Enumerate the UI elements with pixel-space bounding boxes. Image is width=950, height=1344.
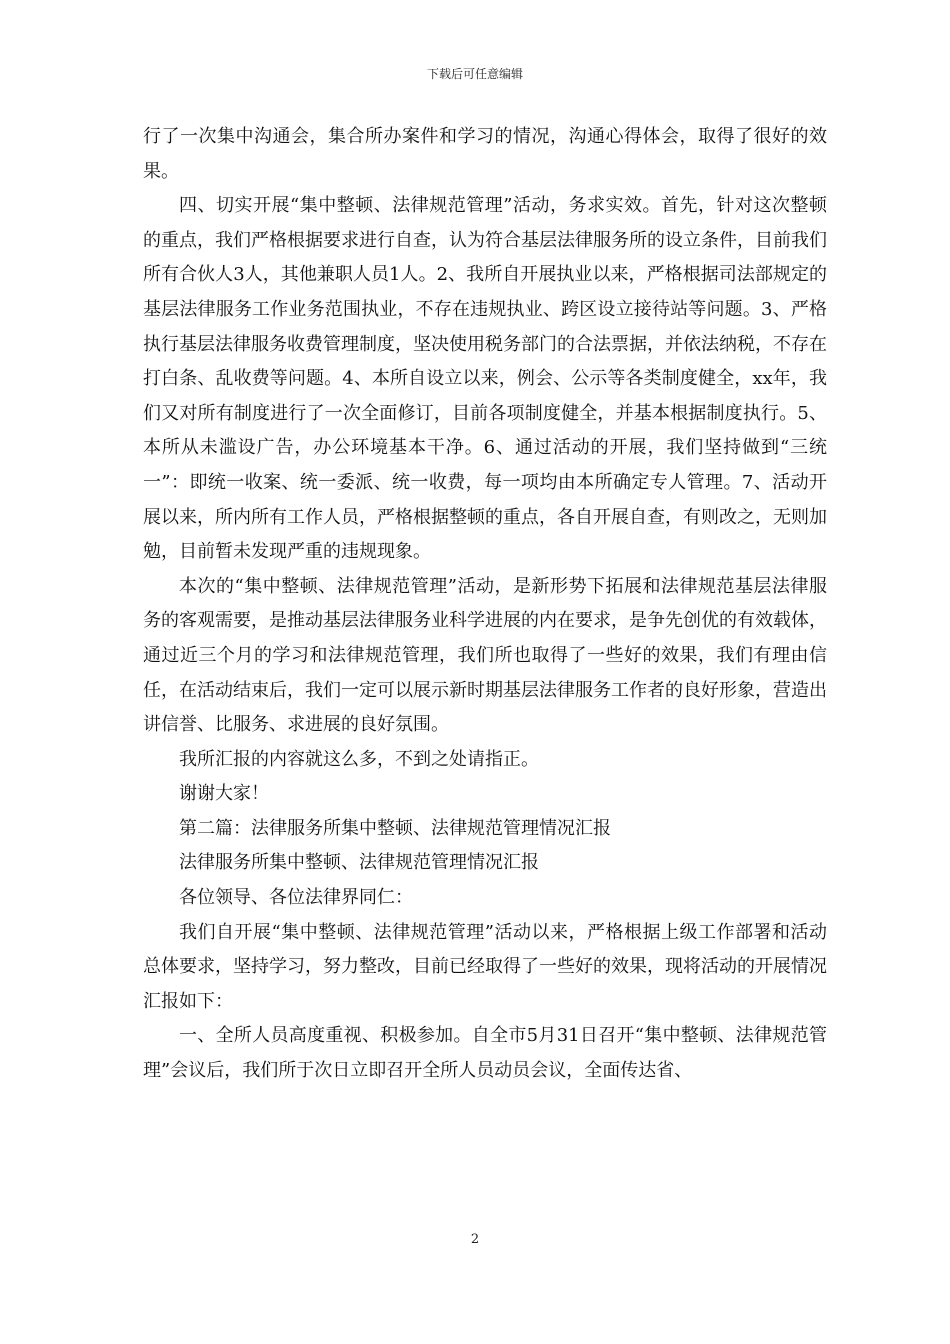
paragraph-introduction: 我们自开展“集中整顿、法律规范管理”活动以来，严格根据上级工作部署和活动总体要求，坚持学习，努力整改，目前已经取得了一些好的效果，现将活动的开展情况汇报如下：: [143, 921, 827, 1012]
paragraph-section-four: 四、切实开展“集中整顿、法律规范管理”活动，务求实效。首先，针对这次整顿的重点，我们严格根据要求进行自查，认为符合基层法律服务所的设立条件，目前我们所有合伙人3人，其他兼职人员1人。2、我所自开展执业以来，严格根据司法部规定的基层法律服务工作业务范围执业，不存在违规执业、跨区设立接待站等问题。3、严格执行基层法律服务收费管理制度，坚决使用税务部门的合法票据，并依法纳税，不存在打白条、乱收费等问题。4、本所自设立以来，例会、公示等各类制度健全，xx年，我们又对所有制度进行了一次全面修订，目前各项制度健全，并基本根据制度执行。5、本所从未滥设广告，办公环境基本干净。6、通过活动的开展，我们坚持做到“三统一”：即统一收案、统一委派、统一收费，每一项均由本所确定专人管理。7、活动开展以来，所内所有工作人员，严格根据整顿的重点，各自开展自查，有则改之，无则加勉，目前暂未发现严重的违规现象。: [143, 195, 827, 563]
paragraph-continuation: 行了一次集中沟通会，集合所办案件和学习的情况，沟通心得体会，取得了很好的效果。: [143, 126, 827, 182]
paragraph-closing-remark: 我所汇报的内容就这么多，不到之处请指正。: [179, 748, 539, 770]
paragraph-section-one: 一、全所人员高度重视、积极参加。自全市5月31日召开“集中整顿、法律规范管理”会议后，我们所于次日立即召开全所人员动员会议，全面传达省、: [143, 1025, 827, 1082]
section-heading-part-two: 第二篇：法律服务所集中整顿、法律规范管理情况汇报: [179, 817, 611, 839]
paragraph-summary: 本次的“集中整顿、法律规范管理”活动，是新形势下拓展和法律规范基层法律服务的客观需要，是推动基层法律服务业科学进展的内在要求，是争先创优的有效载体，通过近三个月的学习和法律规范管理，我们所也取得了一些好的效果，我们有理由信任，在活动结束后，我们一定可以展示新时期基层法律服务工作者的良好形象，营造出讲信誉、比服务、求进展的良好氛围。: [143, 575, 827, 736]
page-header: 下载后可任意编辑: [426, 67, 523, 81]
page-number: 2: [470, 1232, 480, 1247]
paragraph-thanks: 谢谢大家！: [179, 783, 269, 805]
salutation: 各位领导、各位法律界同仁：: [179, 887, 413, 909]
report-title: 法律服务所集中整顿、法律规范管理情况汇报: [179, 852, 539, 874]
document-body: [143, 120, 827, 1089]
